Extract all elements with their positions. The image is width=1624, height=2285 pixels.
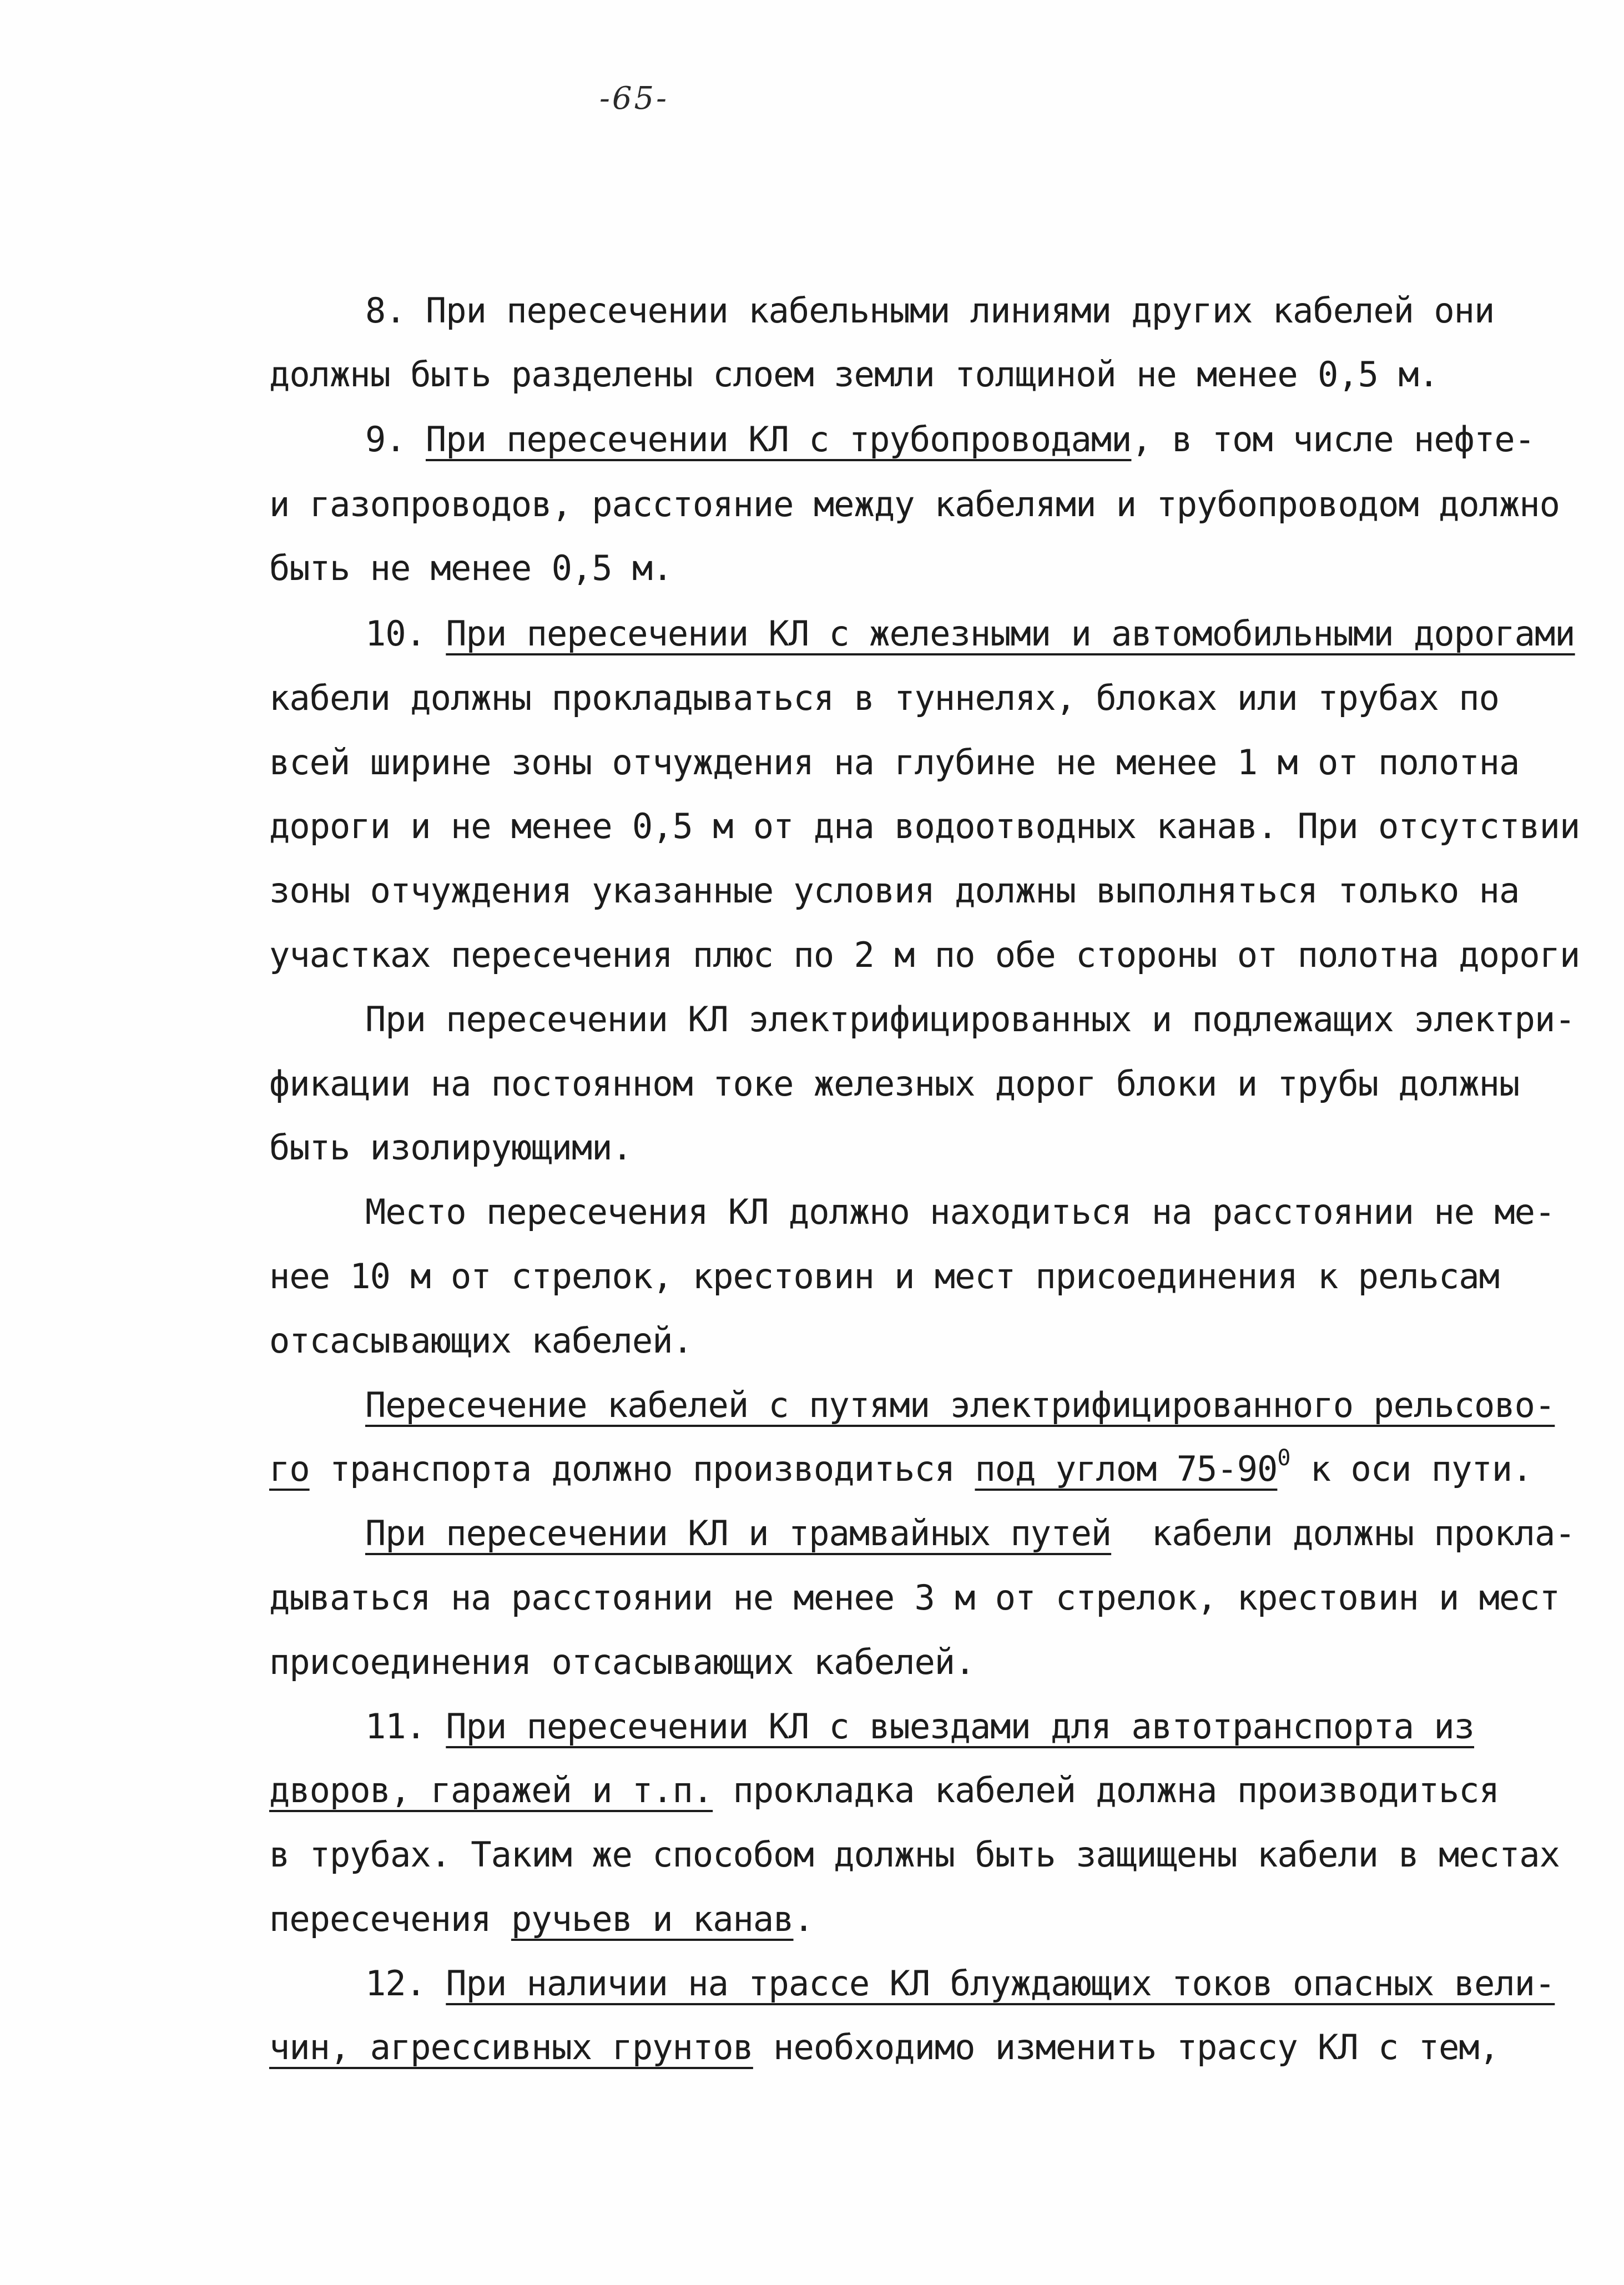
p9-line-2: и газопроводов, расстояние между кабелями и трубопроводом должно — [269, 484, 1560, 524]
p-electrified-line-1: При пересечении КЛ электрифицированных и подлежащих электри- — [365, 999, 1575, 1040]
p9-underlined-heading: При пересечении КЛ с трубопроводами — [425, 419, 1132, 460]
p-tram-underlined: При пересечении КЛ и трамвайных путей — [365, 1513, 1112, 1553]
page-number: -65- — [599, 80, 669, 117]
p-tram-line-2: дываться на расстоянии не менее 3 м от стрелок, крестовин и мест — [269, 1577, 1560, 1618]
p9-number: 9. — [365, 419, 426, 460]
p11-line-1 — [365, 1704, 1474, 1749]
p-electrified-line-2: фикации на постоянном токе железных дорог блоки и трубы должны — [269, 1063, 1520, 1104]
p9-line-1 — [365, 417, 1535, 462]
p-crossing-underlined-cont: го — [269, 1449, 310, 1489]
p10-line-6: участках пересечения плюс по 2 м по обе стороны от полотна дороги — [269, 935, 1580, 975]
p12-number: 12. — [365, 1963, 446, 2004]
p-crossing-angle: под углом 75-90 — [975, 1449, 1278, 1489]
p-tram-line-3: присоединения отсасывающих кабелей. — [269, 1642, 975, 1682]
p12-underlined-heading: При наличии на трассе КЛ блуждающих токов опасных вели- — [446, 1963, 1555, 2004]
p11-underlined-streams: ручьев и канав — [511, 1899, 794, 1939]
p-tram-line-1 — [365, 1511, 1575, 1556]
degree-superscript: 0 — [1277, 1445, 1290, 1471]
p10-line-3: всей ширине зоны отчуждения на глубине не менее 1 м от полотна — [269, 742, 1520, 783]
p9-line-3: быть не менее 0,5 м. — [269, 548, 673, 588]
p-place-line-2: нее 10 м от стрелок, крестовин и мест присоединения к рельсам — [269, 1256, 1499, 1297]
p10-line-4: дороги и не менее 0,5 м от дна водоотводных канав. При отсутствии — [269, 806, 1580, 846]
p12-line-1 — [365, 1961, 1555, 2006]
p-crossing-line-2 — [269, 1447, 1532, 1491]
p10-line-2: кабели должны прокладываться в туннелях, блоках или трубах по — [269, 678, 1499, 718]
p11-line-4-end: . — [793, 1899, 814, 1939]
p12-underlined-cont: чин, агрессивных грунтов — [269, 2027, 753, 2067]
p-crossing-underlined: Пересечение кабелей с путями электрифицированного рельсово- — [365, 1385, 1555, 1425]
p12-line-2 — [269, 2025, 1499, 2070]
p-place-line-3: отсасывающих кабелей. — [269, 1320, 693, 1361]
p11-underlined-cont: дворов, гаражей и т.п. — [269, 1770, 713, 1810]
p10-underlined-heading: При пересечении КЛ с железными и автомобильными дорогами — [446, 613, 1575, 654]
p10-line-5: зоны отчуждения указанные условия должны выполняться только на — [269, 870, 1520, 911]
p11-line-4-a: пересечения — [269, 1899, 511, 1939]
p-crossing-line-1 — [365, 1383, 1555, 1428]
p11-line-4 — [269, 1897, 814, 1941]
p-crossing-end: к оси пути. — [1290, 1449, 1532, 1489]
p-tram-line-1-rest: кабели должны прокла- — [1111, 1513, 1575, 1553]
p11-line-2-rest: прокладка кабелей должна производиться — [713, 1770, 1499, 1810]
p8-line-1: 8. При пересечении кабельными линиями других кабелей они — [365, 290, 1495, 331]
p10-line-1 — [365, 612, 1575, 656]
p9-line-1-rest: , в том числе нефте- — [1131, 419, 1535, 460]
p11-number: 11. — [365, 1706, 446, 1747]
p11-underlined-heading: При пересечении КЛ с выездами для автотранспорта из — [446, 1706, 1474, 1747]
p-crossing-text: транспорта должно производиться — [309, 1449, 975, 1489]
p-place-line-1: Место пересечения КЛ должно находиться на расстоянии не ме- — [365, 1192, 1555, 1232]
p11-line-3: в трубах. Таким же способом должны быть защищены кабели в местах — [269, 1834, 1560, 1875]
p-electrified-line-3: быть изолирующими. — [269, 1127, 632, 1168]
p12-line-2-rest: необходимо изменить трассу КЛ с тем, — [753, 2027, 1499, 2067]
p10-number: 10. — [365, 613, 446, 654]
p11-line-2 — [269, 1768, 1499, 1813]
p8-line-2: должны быть разделены слоем земли толщиной не менее 0,5 м. — [269, 354, 1439, 395]
